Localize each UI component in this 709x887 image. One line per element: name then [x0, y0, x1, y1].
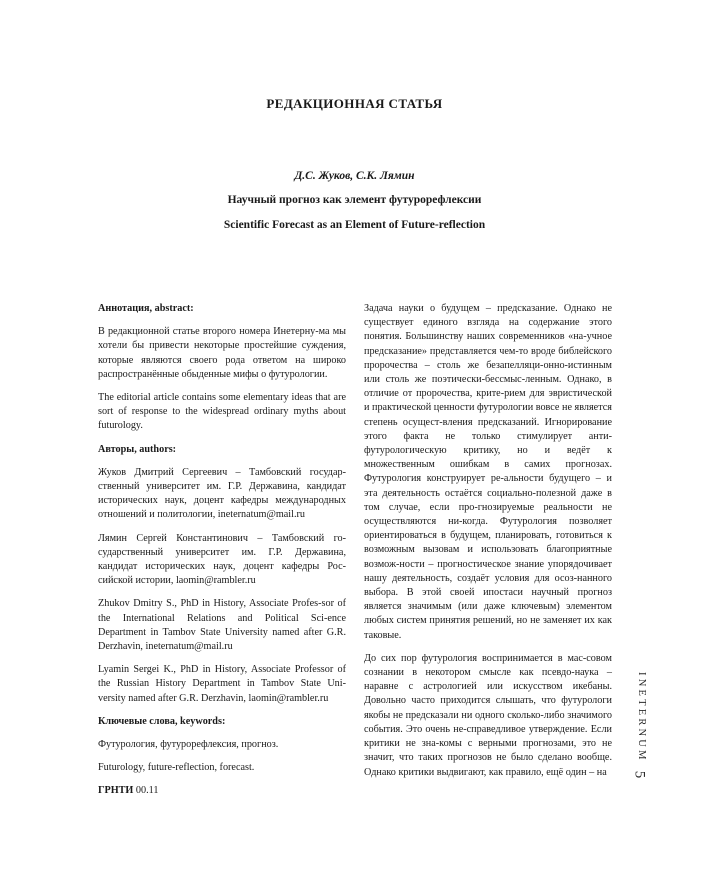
- abstract-en: The editorial article contains some elementary ideas that are sort of response to the widespread ordinary myths about futurology.: [98, 392, 346, 432]
- author2-en: Lyamin Sergei K., PhD in History, Associate Professor of the Russian History Department in Tambov State Uni-versity named after G.R. Derzhavin, laomin@rambler.ru: [98, 664, 346, 704]
- left-column: [98, 302, 346, 808]
- keywords-heading: Ключевые слова, keywords:: [98, 715, 226, 727]
- article-title-en: Scientific Forecast as an Element of Future-reflection: [223, 219, 486, 231]
- body-paragraph-1: Задача науки о будущем – предсказание. Однако не существует единого взгляда на содержание этого понятия. Большинству наших современников «на-учное предсказание» представляется чем-то вроде библейского пророчества – столь же безапелляци-онно-истинным или столь же поэтически-бессмыс-ленным. Однако, в отличие от пророчества, крите-рием для эвристической и практической ценности футурологии вовсе не является степень осущест-вления предсказаний. Игнорирование этого факта не только стимулирует анти-футурологическую критику, но и ведёт к множественным ошибкам в самих прогнозах. Футурология конструирует ре-альности будущего – и эта деятельность остаётся социально-полезной даже в том случае, если про-гнозируемые реальности не осуществляются ни-когда. Футурология позволяет ориентироваться в будущем, планировать, готовиться к возможным вызовам и использовать благоприятные возмож-ности – прогностическое знание упорядочивает нашу деятельность, создаёт условия для осоз-нанного выбора. В этой своей ипостаси научный прогноз является значимым (или даже ключевым) элементом любых систем принятия решений, но не заменяет их как таковые.: [364, 303, 612, 641]
- abstract-ru: В редакционной статье второго номера Инетерну-ма мы хотели бы привести некоторые простейшие суждения, которые являются своего рода ответом на широко распространённые обыденные мифы о футурологии.: [98, 326, 346, 380]
- author1-en: Zhukov Dmitry S., PhD in History, Associate Profes-sor of the International Relations and Political Sci-ence Department in Tambov State University named after G.R. Derzhavin, ineternatum@mail.ru: [98, 598, 346, 653]
- keywords-ru: Футурология, футурорефлексия, прогноз.: [98, 739, 279, 751]
- article-authors: Д.С. Жуков, С.К. Лямин: [294, 170, 415, 182]
- grnti-value: 00.11: [135, 785, 159, 797]
- right-column: [364, 302, 612, 789]
- journal-name-vertical: INETERNUM: [636, 672, 647, 763]
- author1-ru: Жуков Дмитрий Сергеевич – Тамбовский государ-ственный университет им. Г.Р. Державина, кандидат исторических наук, доцент кафедры международных отношений и политологии, ineternatum@mail.ru: [98, 466, 346, 521]
- grnti-line: [98, 784, 346, 798]
- body-paragraph-2: До сих пор футурология воспринимается в мас-совом сознании в некотором смысле как псевдо-наука – наравне с астрологией или искусством икебаны. Довольно часто приходится слышать, что футурологи якобы не предсказали ни одного сколько-либо значимого события. Это очень не-справедливое утверждение. Если критики не зна-комы с верными прогнозами, это не значит, что таких прогнозов не было сделано вообще. Однако критики выдвигают, как правило, ещё один – на: [364, 652, 612, 778]
- section-title: РЕДАКЦИОННАЯ СТАТЬЯ: [266, 96, 443, 111]
- keywords-en: Futurology, future-reflection, forecast.: [98, 762, 255, 774]
- author2-ru: Лямин Сергей Константинович – Тамбовский го-сударственный университет им. Г.Р. Державина, кандидат исторических наук, доцент кафедры Рос-сийской истории, laomin@rambler.ru: [98, 532, 346, 587]
- page-number: 5: [631, 770, 648, 779]
- authors-heading: Авторы, authors:: [98, 443, 177, 455]
- abstract-heading: Аннотация, abstract:: [98, 303, 194, 314]
- grnti-label: ГРНТИ: [98, 785, 134, 797]
- article-title-ru: Научный прогноз как элемент футурорефлексии: [227, 194, 482, 206]
